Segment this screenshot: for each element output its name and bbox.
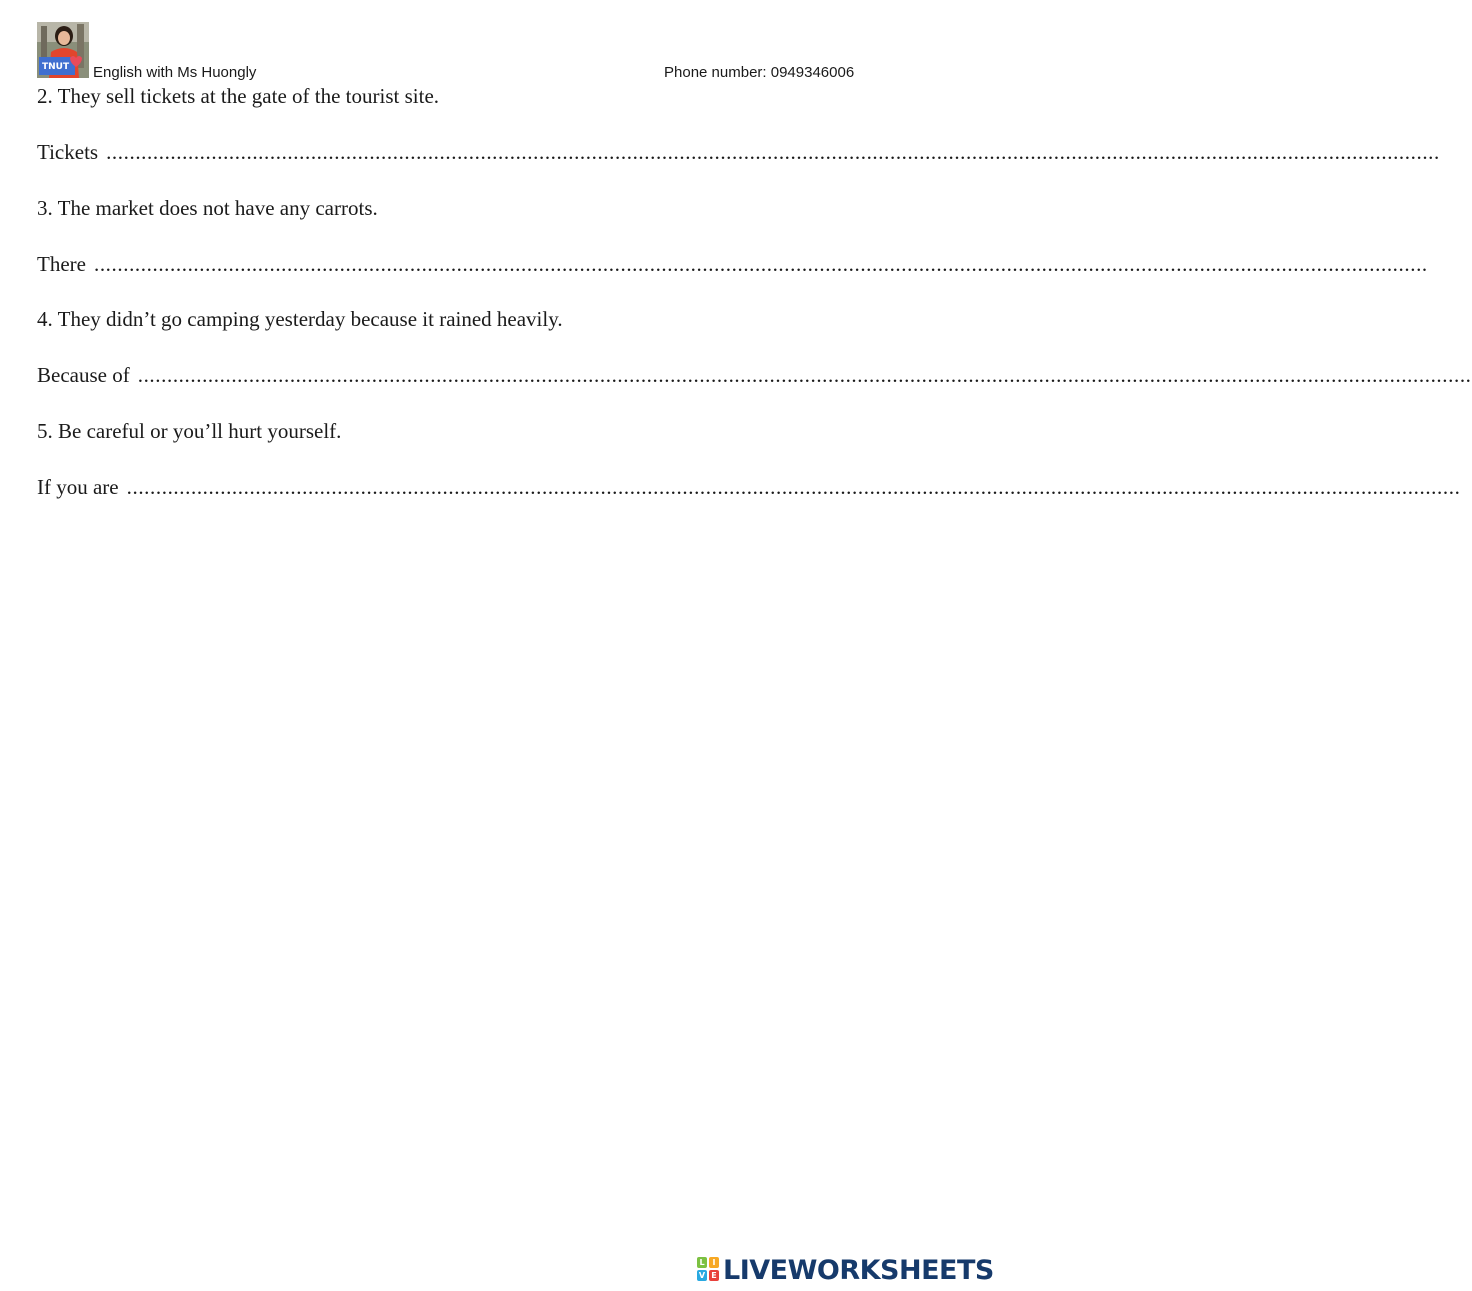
exercise-sentence-4: 4. They didn’t go camping yesterday because it rained heavily.	[37, 307, 563, 331]
logo-block-l: L	[697, 1257, 707, 1268]
answer-blank[interactable]: ....................................................................................................................................................................................................................................	[137, 363, 1472, 387]
avatar	[37, 22, 89, 78]
answer-line-2[interactable]	[37, 140, 1440, 164]
logo-block-v: V	[698, 1271, 706, 1280]
answer-line-3[interactable]	[37, 252, 1428, 276]
liveworksheets-logo[interactable]	[697, 1254, 994, 1286]
answer-line-4[interactable]	[37, 363, 1472, 387]
answer-blank[interactable]: ....................................................................................................................................................................................................................................	[93, 252, 1428, 276]
answer-line-5[interactable]	[37, 475, 1461, 499]
exercise-sentence-2: 2. They sell tickets at the gate of the tourist site.	[37, 84, 440, 108]
logo-text: LIVEWORKSHEETS	[723, 1254, 994, 1286]
logo-blocks-icon	[697, 1257, 721, 1283]
answer-prompt: If you are	[37, 475, 119, 499]
exercise-sentence-5: 5. Be careful or you’ll hurt yourself.	[37, 419, 342, 443]
page-header	[37, 22, 877, 82]
logo-block-e: E	[709, 1270, 719, 1281]
answer-blank[interactable]: ....................................................................................................................................................................................................................................	[126, 475, 1461, 499]
answer-blank[interactable]: ....................................................................................................................................................................................................................................	[106, 140, 1440, 164]
answer-prompt: Because of	[37, 363, 130, 387]
answer-prompt: Tickets	[37, 140, 99, 164]
header-author-name: English with Ms Huongly	[93, 64, 257, 81]
answer-prompt: There	[37, 252, 86, 276]
exercise-sentence-3: 3. The market does not have any carrots.	[37, 196, 378, 220]
logo-block-i: I	[709, 1257, 719, 1268]
header-phone-number: Phone number: 0949346006	[664, 64, 855, 81]
avatar-sign-text: TNUT	[42, 62, 70, 72]
